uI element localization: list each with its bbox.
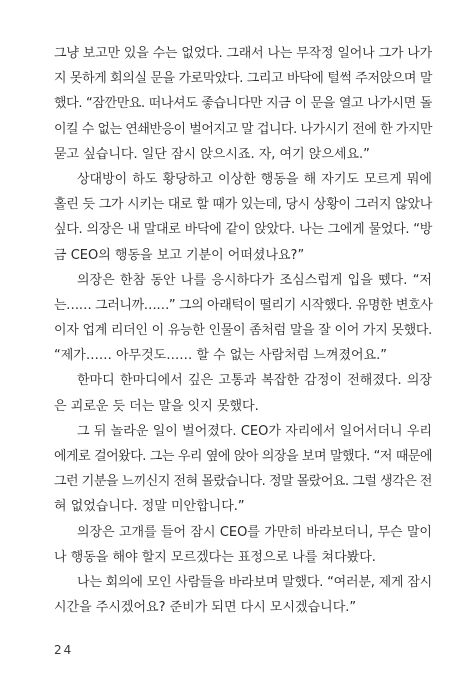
page-number: 24 (54, 643, 74, 657)
text-line: 시간을 주시겠어요? 준비가 되면 다시 모시겠습니다.” (54, 600, 357, 616)
text-line: 했다. “잠깐만요. 떠나셔도 좋습니다만 지금 이 문을 열고 나가시면 돌 (54, 96, 432, 112)
text-line: 그냥 보고만 있을 수는 없었다. 그래서 나는 무작정 일어나 그가 나가 (54, 46, 432, 61)
paragraph-first-line: 그 뒤 놀라운 일이 벌어졌다. CEO가 자리에서 일어서더니 우리 (77, 423, 432, 439)
text-line: 금 CEO의 행동을 보고 기분이 어떠셨나요?” (54, 247, 305, 263)
paragraph-first-line: 한마디 한마디에서 깊은 고통과 복잡한 감정이 전해졌다. 의장 (77, 373, 432, 389)
paragraph-first-line: 상대방이 하도 황당하고 이상한 행동을 해 자기도 모르게 뭐에 (77, 171, 432, 187)
text-line: 이자 업계 리더인 이 유능한 인물이 좀처럼 말을 잘 이어 가지 못했다. (54, 323, 432, 339)
paragraph-first-line: 의장은 한참 동안 나를 응시하다가 조심스럽게 입을 뗐다. “저 (77, 272, 432, 288)
text-line: 그런 기분을 느끼신지 전혀 몰랐습니다. 정말 몰랐어요. 그럴 생각은 전 (54, 474, 432, 490)
text-line: 혀 없었습니다. 정말 미안합니다.” (54, 499, 245, 515)
paragraph-first-line: 의장은 고개를 들어 잠시 CEO를 가만히 바라보더니, 무슨 말이 (77, 524, 432, 540)
text-line: 나 행동을 해야 할지 모르겠다는 표정으로 나를 쳐다봤다. (54, 549, 376, 565)
text-line: 홀린 듯 그가 시키는 대로 할 때가 있는데, 당시 상황이 그러지 않았나 (54, 197, 432, 213)
text-line: 에게로 걸어왔다. 그는 우리 옆에 앉아 의장을 보며 말했다. “저 때문에 (54, 449, 432, 464)
paragraph-first-line: 나는 회의에 모인 사람들을 바라보며 말했다. “여러분, 제게 잠시 (77, 574, 432, 590)
text-line: 싶다. 의장은 내 말대로 바닥에 같이 앉았다. 나는 그에게 물었다. “방 (54, 222, 432, 238)
text-line: 는…… 그러니까……” 그의 아래턱이 떨리기 시작했다. 유명한 변호사 (54, 297, 433, 313)
text-line: 이킬 수 없는 연쇄반응이 벌어지고 말 겁니다. 나가시기 전에 한 가지만 (54, 121, 432, 137)
text-line: “제가…… 아무것도…… 할 수 없는 사람처럼 느껴졌어요.” (54, 348, 387, 364)
body-text (54, 41, 432, 620)
text-line: 은 괴로운 듯 더는 말을 잇지 못했다. (54, 398, 259, 414)
text-line: 지 못하게 회의실 문을 가로막았다. 그리고 바닥에 털썩 주저앉으며 말 (54, 71, 432, 87)
text-line: 묻고 싶습니다. 일단 잠시 앉으시죠. 자, 여기 앉으세요.” (54, 146, 370, 162)
